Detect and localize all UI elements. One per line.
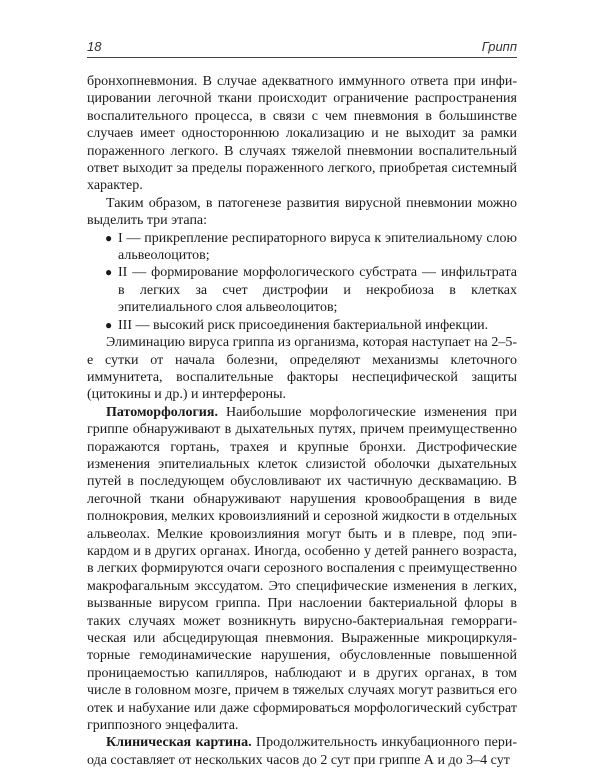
- stage-text: I — прикрепление респираторного вируса к эпителиальному слою альвеолоцитов;: [118, 230, 517, 264]
- pathomorphology-text: Наибольшие морфологические изменения при гриппе обнаруживают в дыхательных путях, причем преимущественно поражаются гортань, трахея и крупные бронхи. Дистрофические изменения эпителиальных клеток слизистой оболочки дыхательных путей в последующем обусловливают их частичную десквамацию. В легочной ткани обнаруживают нарушения кровообращения в виде полнокровия, мелких кровоизлияний и серозной жидкости в отдельных альвеолах. Мелкие кровоизлияния могут быть и в плевре, под эпикардом и в других органах. Иногда, особенно у детей раннего возраста, в легких формируются очаги серозного воспаления с преимущественно макрофагальным экссудатом. Это специфические изменения в легких, вызванные вирусом гриппа. При наслоении бактериальной флоры в таких случаях может возникнуть вирусно-бактериальная геморрагическая или абсцедирующая пневмония. Выраженные микроциркуляторные гемодинамические нарушения, обусловленные повышенной проницаемостью капилляров, наблюдают и в других органах, в том числе в головном мозге, причем в тяжелых случаях могут развиться его отек и набухание или даже сформироваться морфологический субстрат гриппозного энцефалита.: [87, 404, 517, 734]
- section-title: Грипп: [481, 39, 517, 54]
- pathomorphology-heading: Патоморфология.: [106, 404, 218, 420]
- bullet-icon: ●: [105, 265, 113, 280]
- paragraph-stages-intro: Таким образом, в патогенезе развития вирусной пневмонии можно выделить три этапа:: [87, 195, 517, 229]
- paragraph-clinical-picture: [87, 734, 517, 769]
- page-number: 18: [87, 39, 102, 54]
- clinical-picture-text: Продолжительность инкубационного периода составляет от нескольких часов до 2 сут при гриппе А и до 3–4 сут: [87, 735, 517, 768]
- bullet-icon: ●: [105, 230, 113, 245]
- paragraph-immune-response: бронхопневмония. В случае адекватного иммунного ответа при инфицировании легочной ткани происходит ограничение распространения воспалительного процесса, в связи с чем пневмония в большинстве случаев имеет одностороннюю локализацию и не выходит за рамки пораженного легкого. В случаях тяжелой пневмонии воспалительный ответ выходит за пределы пораженного легкого, приобретая системный характер.: [87, 74, 517, 194]
- stage-item: [105, 230, 517, 265]
- stage-item: [105, 264, 517, 316]
- stage-item: [105, 317, 517, 334]
- bullet-icon: ●: [105, 317, 113, 332]
- stage-text: III — высокий риск присоединения бактериальной инфекции.: [118, 317, 489, 333]
- stage-text: II — формирование морфологического субстрата — инфильтрата в легких за счет дистрофии и некробиоза в клетках эпителиального слоя альвеолоцитов;: [118, 265, 517, 316]
- running-head: [87, 37, 517, 58]
- paragraph-pathomorphology: [87, 404, 517, 735]
- stages-list: [87, 230, 517, 334]
- clinical-picture-heading: Клиническая картина.: [106, 735, 252, 751]
- page-content: [87, 73, 517, 769]
- paragraph-elimination: Элиминацию вируса гриппа из организма, которая наступает на 2–5-е сутки от начала болезни, определяют механизмы клеточного иммунитета, воспалительные факторы неспецифической защиты (цитокины и др.) и интерфероны.: [87, 335, 517, 403]
